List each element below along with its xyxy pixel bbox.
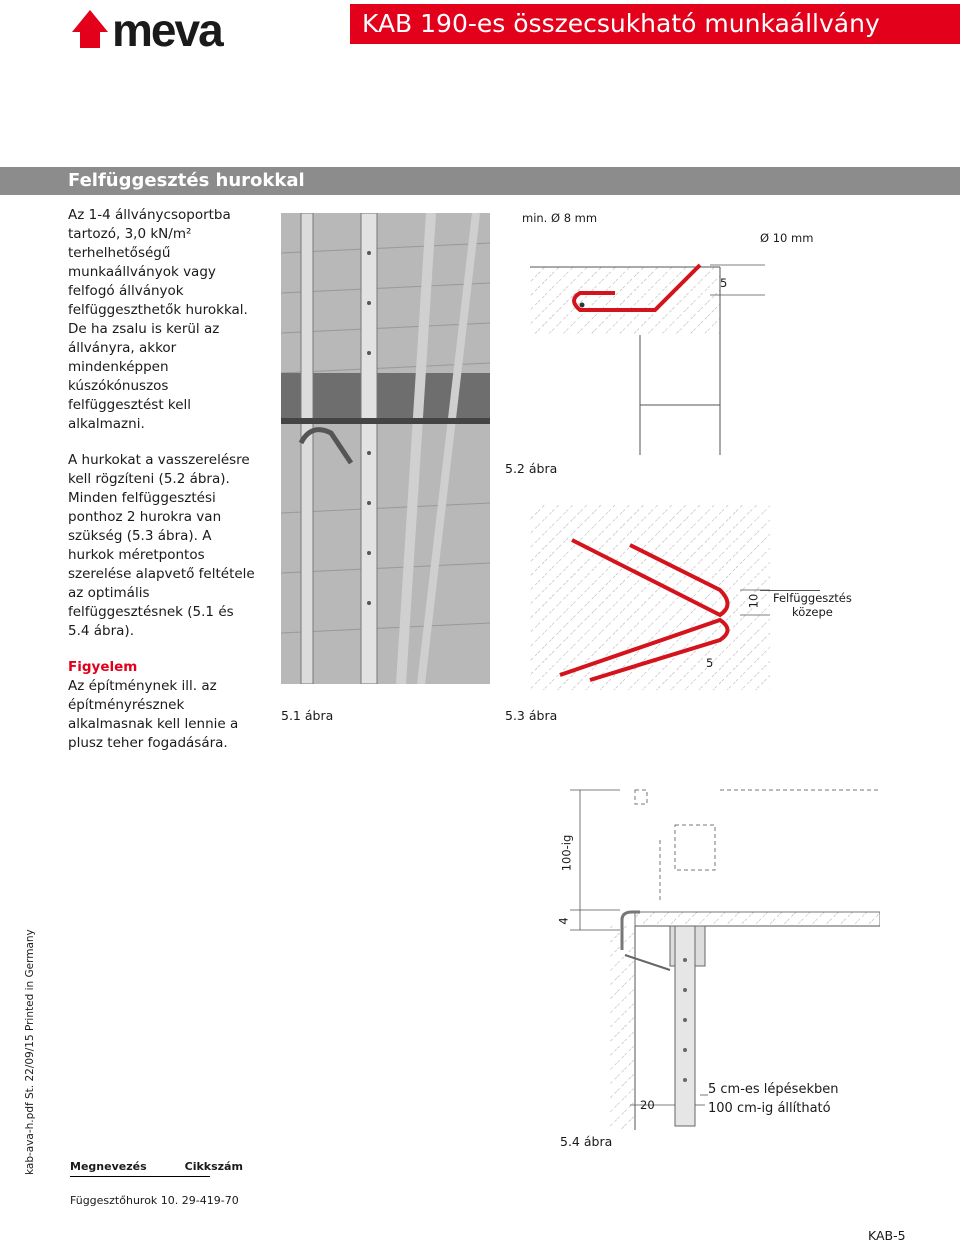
print-info: kab-ava-h.pdf St. 22/09/15 Printed in Germany [24,929,36,1175]
table-header-name: Megnevezés [70,1160,147,1173]
scaffold-photo [281,213,490,684]
fig-5-2-min-label: min. Ø 8 mm [522,211,598,225]
fig-5-4-dim-20: 20 [640,1098,655,1112]
figure-5-2-drawing [530,225,860,455]
fig-5-2-dia-label: Ø 10 mm [760,231,814,245]
table-header-code: Cikkszám [184,1160,243,1173]
svg-text:meva: meva [112,6,222,52]
page-title: KAB 190-es összecsukható munkaállvány [350,4,960,44]
fig-5-4-note: 5 cm-es lépésekben 100 cm-ig állítható [708,1082,839,1116]
parts-table [70,1160,243,1207]
paragraph-2: A hurkokat a vasszerelésre kell rögzíteni (5.2 ábra). Minden felfüggesztési ponthoz 2 hurokra van szükség (5.3 ábra). A hurkok méretpontos szerelése alapvető feltétele az optimális felfüggesztésnek (5.1 és 5.4 ábra). [68,452,255,639]
body-text [68,206,258,753]
figure-5-4-drawing [560,780,880,1130]
meva-logo [68,6,298,52]
figure-5-2-caption: 5.2 ábra [505,461,558,476]
figure-5-4-caption: 5.4 ábra [560,1134,613,1149]
table-row [70,1194,243,1207]
fig-5-3-leader [760,590,820,591]
fig-5-3-dim-5: 5 [706,656,714,670]
fig-5-4-dim-100: 100-ig [559,834,574,872]
warning-text: Az építménynek ill. az építményrésznek alkalmasnak kell lennie a plusz teher fogadására. [68,678,239,751]
table-divider [70,1176,210,1177]
paragraph-1: Az 1-4 állványcsoportba tartozó, 3,0 kN/m² terhelhetőségű munkaállványok vagy felfogó állványok felfüggeszthetők hurokkal. De ha zsalu is kerül az állványra, akkor mindenképpen kúszókónuszos felfüggesztést kell alkalmazni. [68,207,248,432]
figure-5-3-drawing [530,505,770,690]
fig-5-3-label: Felfüggesztés közepe [773,591,852,619]
table-row-code: . 29-419-70 [174,1194,239,1207]
figure-5-1-caption: 5.1 ábra [281,708,334,723]
section-title: Felfüggesztés hurokkal [0,167,960,195]
table-row-name: Függesztőhurok 10 [70,1194,175,1207]
fig-5-3-dim-10: 10 [746,593,761,609]
fig-5-2-dim-5: 5 [720,276,728,290]
fig-5-4-dim-4: 4 [556,917,571,925]
figure-5-3-caption: 5.3 ábra [505,708,558,723]
page-number: KAB-5 [868,1228,906,1243]
warning-title: Figyelem [68,659,138,675]
